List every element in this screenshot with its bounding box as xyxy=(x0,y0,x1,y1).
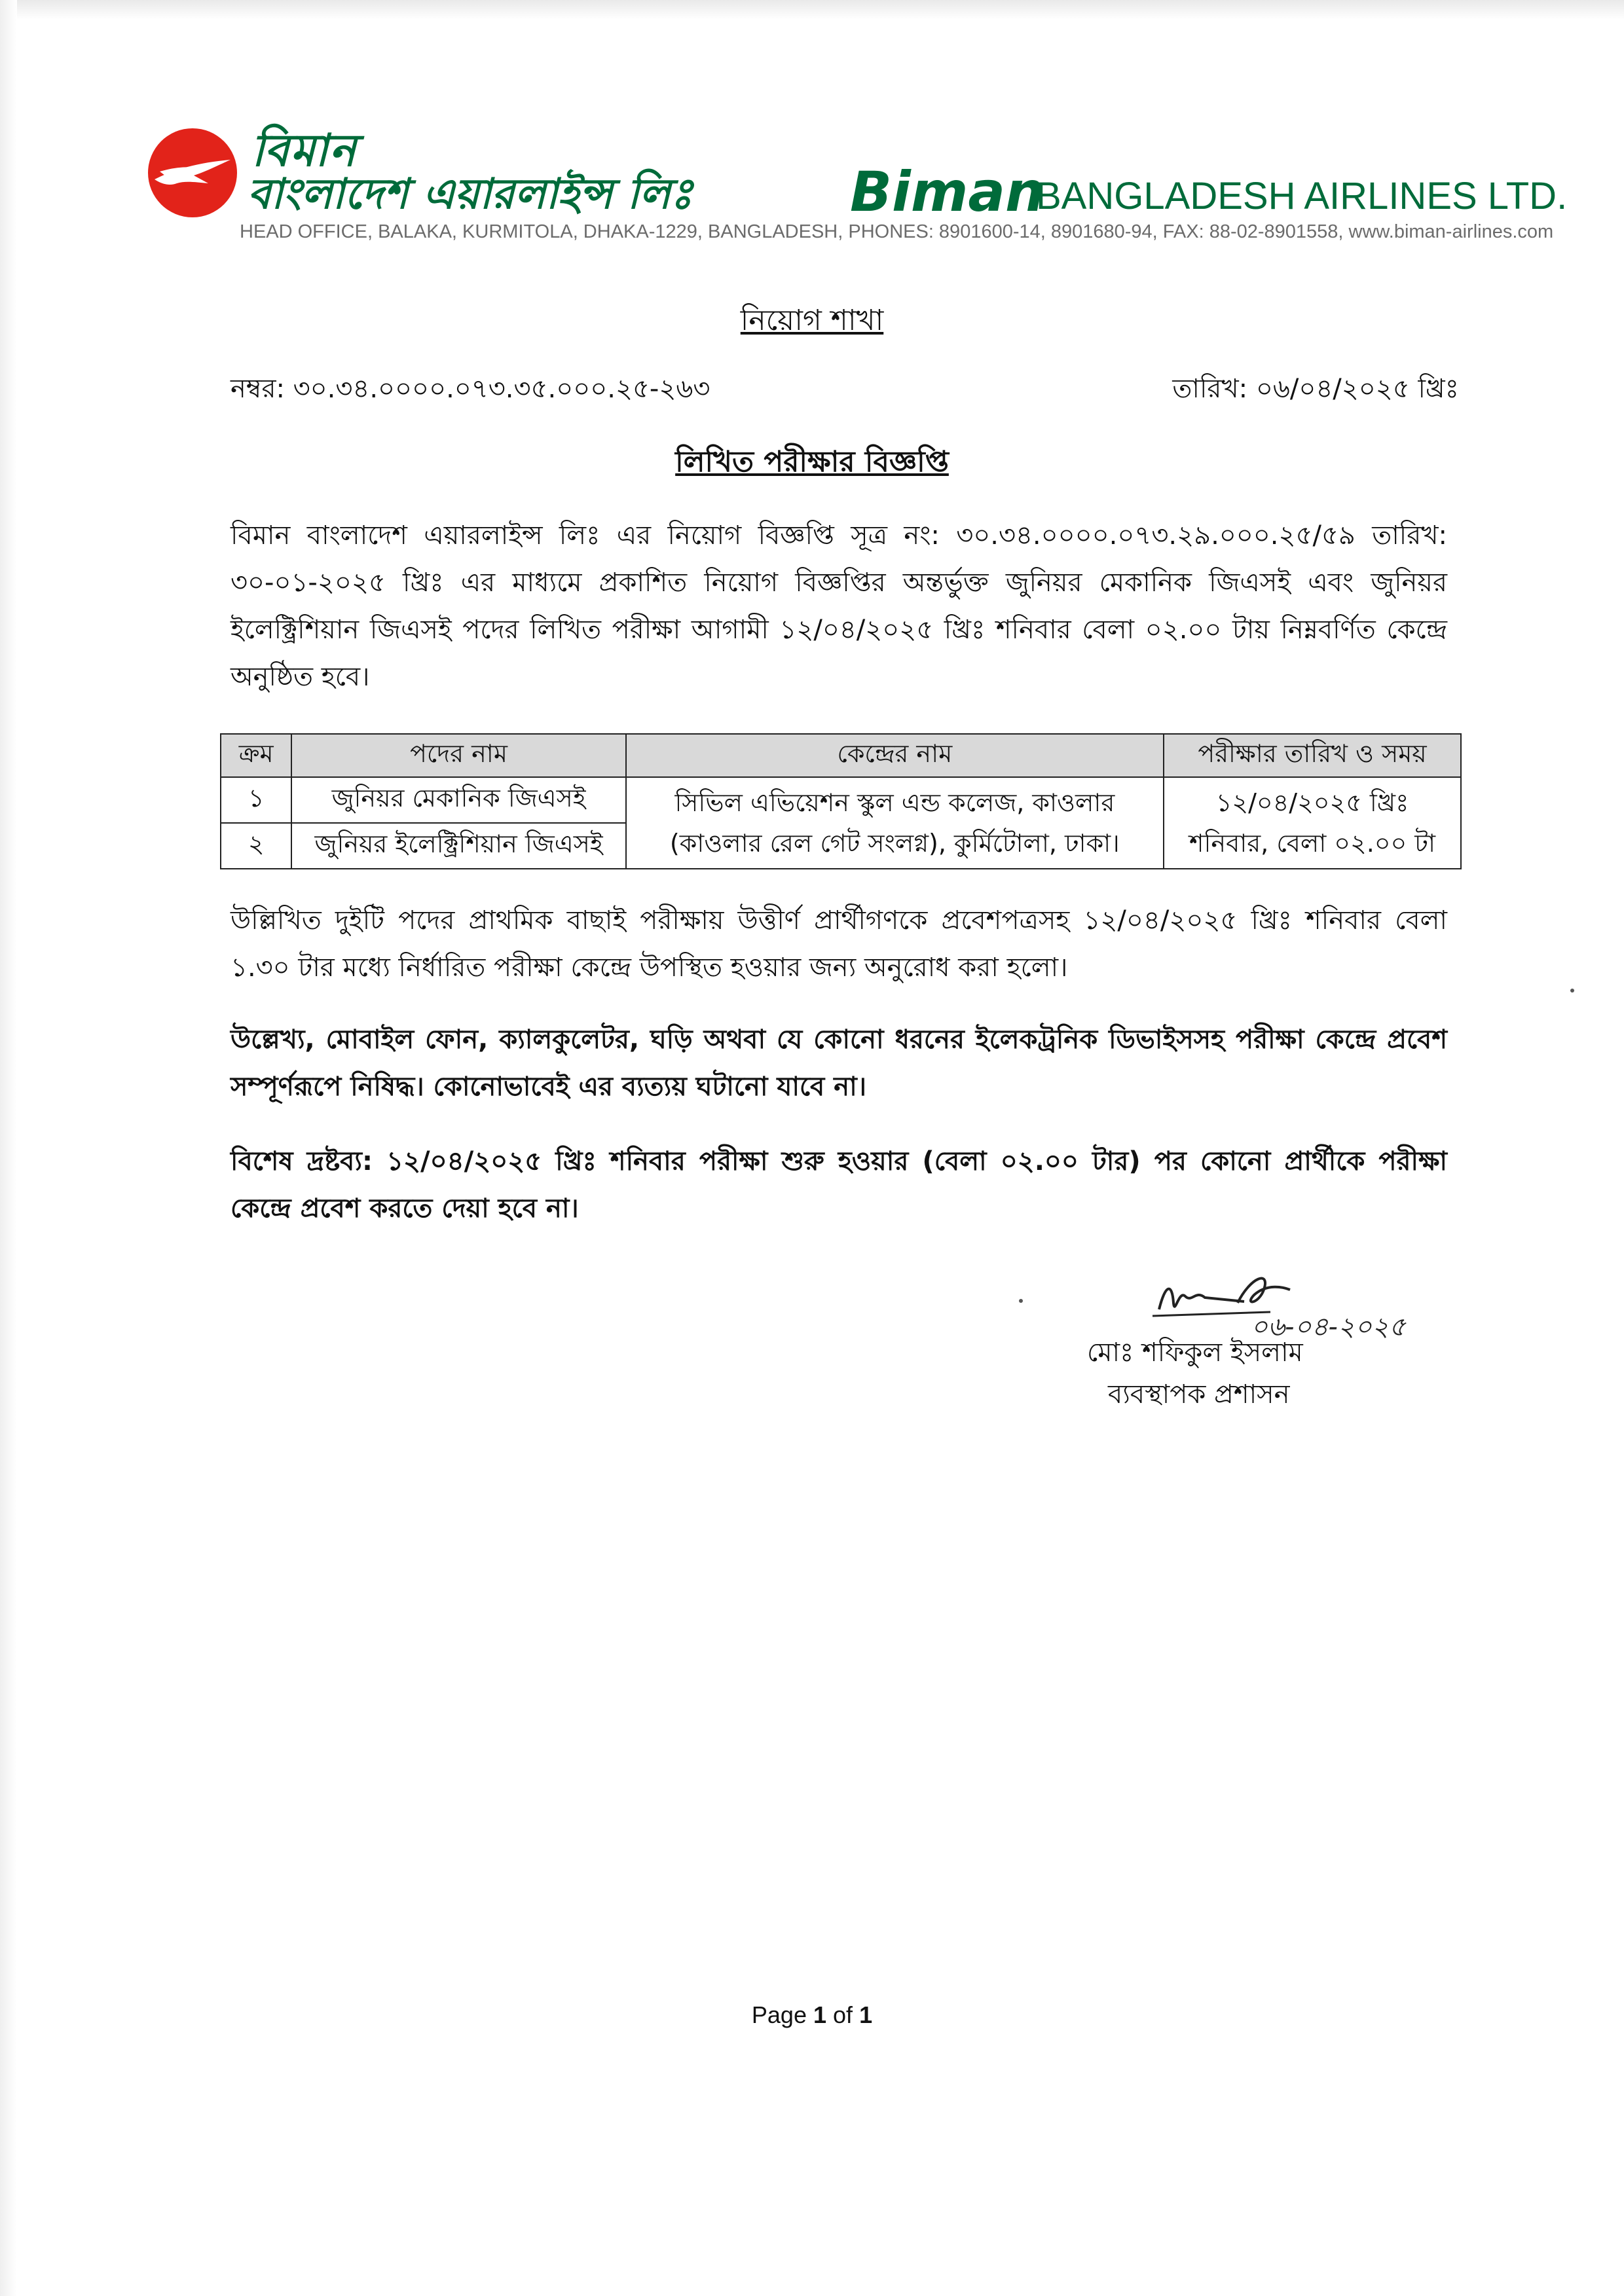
table-row xyxy=(221,777,1461,823)
memo-number: নম্বর: ৩০.৩৪.০০০০.০৭৩.৩৫.০০০.২৫-২৬৩ xyxy=(231,374,710,404)
page-prefix: Page xyxy=(751,2001,807,2028)
page-total: 1 xyxy=(859,2001,873,2028)
header-serial: ক্রম xyxy=(221,734,291,777)
exam-center-line1: সিভিল এভিয়েশন স্কুল এন্ড কলেজ, কাওলার xyxy=(674,788,1115,817)
exam-datetime xyxy=(1164,777,1461,869)
signatory-title: ব্যবস্থাপক প্রশাসন xyxy=(1108,1379,1290,1410)
devices-paragraph: উল্লেখ্য, মোবাইল ফোন, ক্যালকুলেটর, ঘড়ি অথবা যে কোনো ধরনের ইলেকট্রনিক ডিভাইসসহ পরীক্ষা কেন্দ্রে প্রবেশ সম্পূর্ণরূপে নিষিদ্ধ। কোনোভাবেই এর ব্যত্যয় ঘটানো যাবে না। xyxy=(231,1025,1447,1102)
row-post: জুনিয়র মেকানিক জিএসই xyxy=(291,777,625,823)
bird-icon xyxy=(148,128,237,217)
page-of: of xyxy=(833,2001,853,2028)
scan-left-edge xyxy=(0,0,17,2296)
scan-speck xyxy=(1570,989,1574,993)
row-serial: ১ xyxy=(221,777,291,823)
brand-name: Biman xyxy=(850,160,1044,224)
intro-paragraph: বিমান বাংলাদেশ এয়ারলাইন্স লিঃ এর নিয়োগ বিজ্ঞপ্তি সূত্র নং: ৩০.৩৪.০০০০.০৭৩.২৯.০০০.২৫/৫৯ তারিখ: ৩০-০১-২০২৫ খ্রিঃ এর মাধ্যমে প্রকাশিত নিয়োগ বিজ্ঞপ্তির অন্তর্ভুক্ত জুনিয়র মেকানিক জিএসই এবং জুনিয়র ইলেক্ট্রিশিয়ান জিএসই পদের লিখিত পরীক্ষা আগামী ১২/০৪/২০২৫ খ্রিঃ শনিবার বেলা ০২.০০ টায় নিম্নবর্ণিত কেন্দ্রে অনুষ্ঠিত হবে। xyxy=(231,520,1447,692)
header-datetime: পরীক্ষার তারিখ ও সময় xyxy=(1164,734,1461,777)
section-name: নিয়োগ শাখা xyxy=(740,304,884,337)
signatory-name: মোঃ শফিকুল ইসলাম xyxy=(1087,1338,1303,1368)
row-post: জুনিয়র ইলেক্ট্রিশিয়ান জিএসই xyxy=(291,823,625,869)
special-note-paragraph: বিশেষ দ্রষ্টব্য: ১২/০৪/২০২৫ খ্রিঃ শনিবার পরীক্ষা শুরু হওয়ার (বেলা ০২.০০ টার) পর কোনো প্রার্থীকে পরীক্ষা কেন্দ্রে প্রবেশ করতে দেয়া হবে না। xyxy=(231,1146,1447,1224)
brand-suffix: BANGLADESH AIRLINES LTD. xyxy=(1036,175,1568,217)
bangla-name-line1: বিমান xyxy=(251,125,358,177)
bangla-name-line2: বাংলাদেশ এয়ারলাইন্স লিঃ xyxy=(248,170,693,219)
attendance-paragraph: উল্লিখিত দুইটি পদের প্রাথমিক বাছাই পরীক্ষায় উত্তীর্ণ প্রার্থীগণকে প্রবেশপত্রসহ ১২/০৪/২০২৫ খ্রিঃ শনিবার বেলা ১.৩০ টার মধ্যে নির্ধারিত পরীক্ষা কেন্দ্রে উপস্থিত হওয়ার জন্য অনুরোধ করা হলো। xyxy=(231,905,1447,983)
scan-speck xyxy=(1019,1299,1023,1303)
biman-logo-icon xyxy=(148,128,237,217)
exam-center xyxy=(626,777,1164,869)
exam-datetime-line2: শনিবার, বেলা ০২.০০ টা xyxy=(1189,829,1436,858)
page-current: 1 xyxy=(813,2001,827,2028)
header-center: কেন্দ্রের নাম xyxy=(626,734,1164,777)
page-number xyxy=(0,1999,1624,2031)
handwritten-signature xyxy=(1139,1264,1454,1342)
row-serial: ২ xyxy=(221,823,291,869)
notice-title: লিখিত পরীক্ষার বিজ্ঞপ্তি xyxy=(675,445,949,479)
header-post: পদের নাম xyxy=(291,734,625,777)
memo-date: তারিখ: ০৬/০৪/২০২৫ খ্রিঃ xyxy=(1172,374,1459,404)
scan-top-edge xyxy=(0,0,1624,20)
table-header-row xyxy=(221,734,1461,777)
signature-date: ০৬-০৪-২০২৫ xyxy=(1251,1312,1406,1342)
head-office-address: HEAD OFFICE, BALAKA, KURMITOLA, DHAKA-1229, BANGLADESH, PHONES: 8901600-14, 8901680-94, FAX: 88-02-8901558, www.biman-airlines.com xyxy=(240,221,1554,242)
exam-datetime-line1: ১২/০৪/২০২৫ খ্রিঃ xyxy=(1215,788,1409,817)
exam-table xyxy=(220,733,1462,869)
exam-center-line2: (কাওলার রেল গেট সংলগ্ন), কুর্মিটোলা, ঢাকা। xyxy=(669,829,1120,858)
